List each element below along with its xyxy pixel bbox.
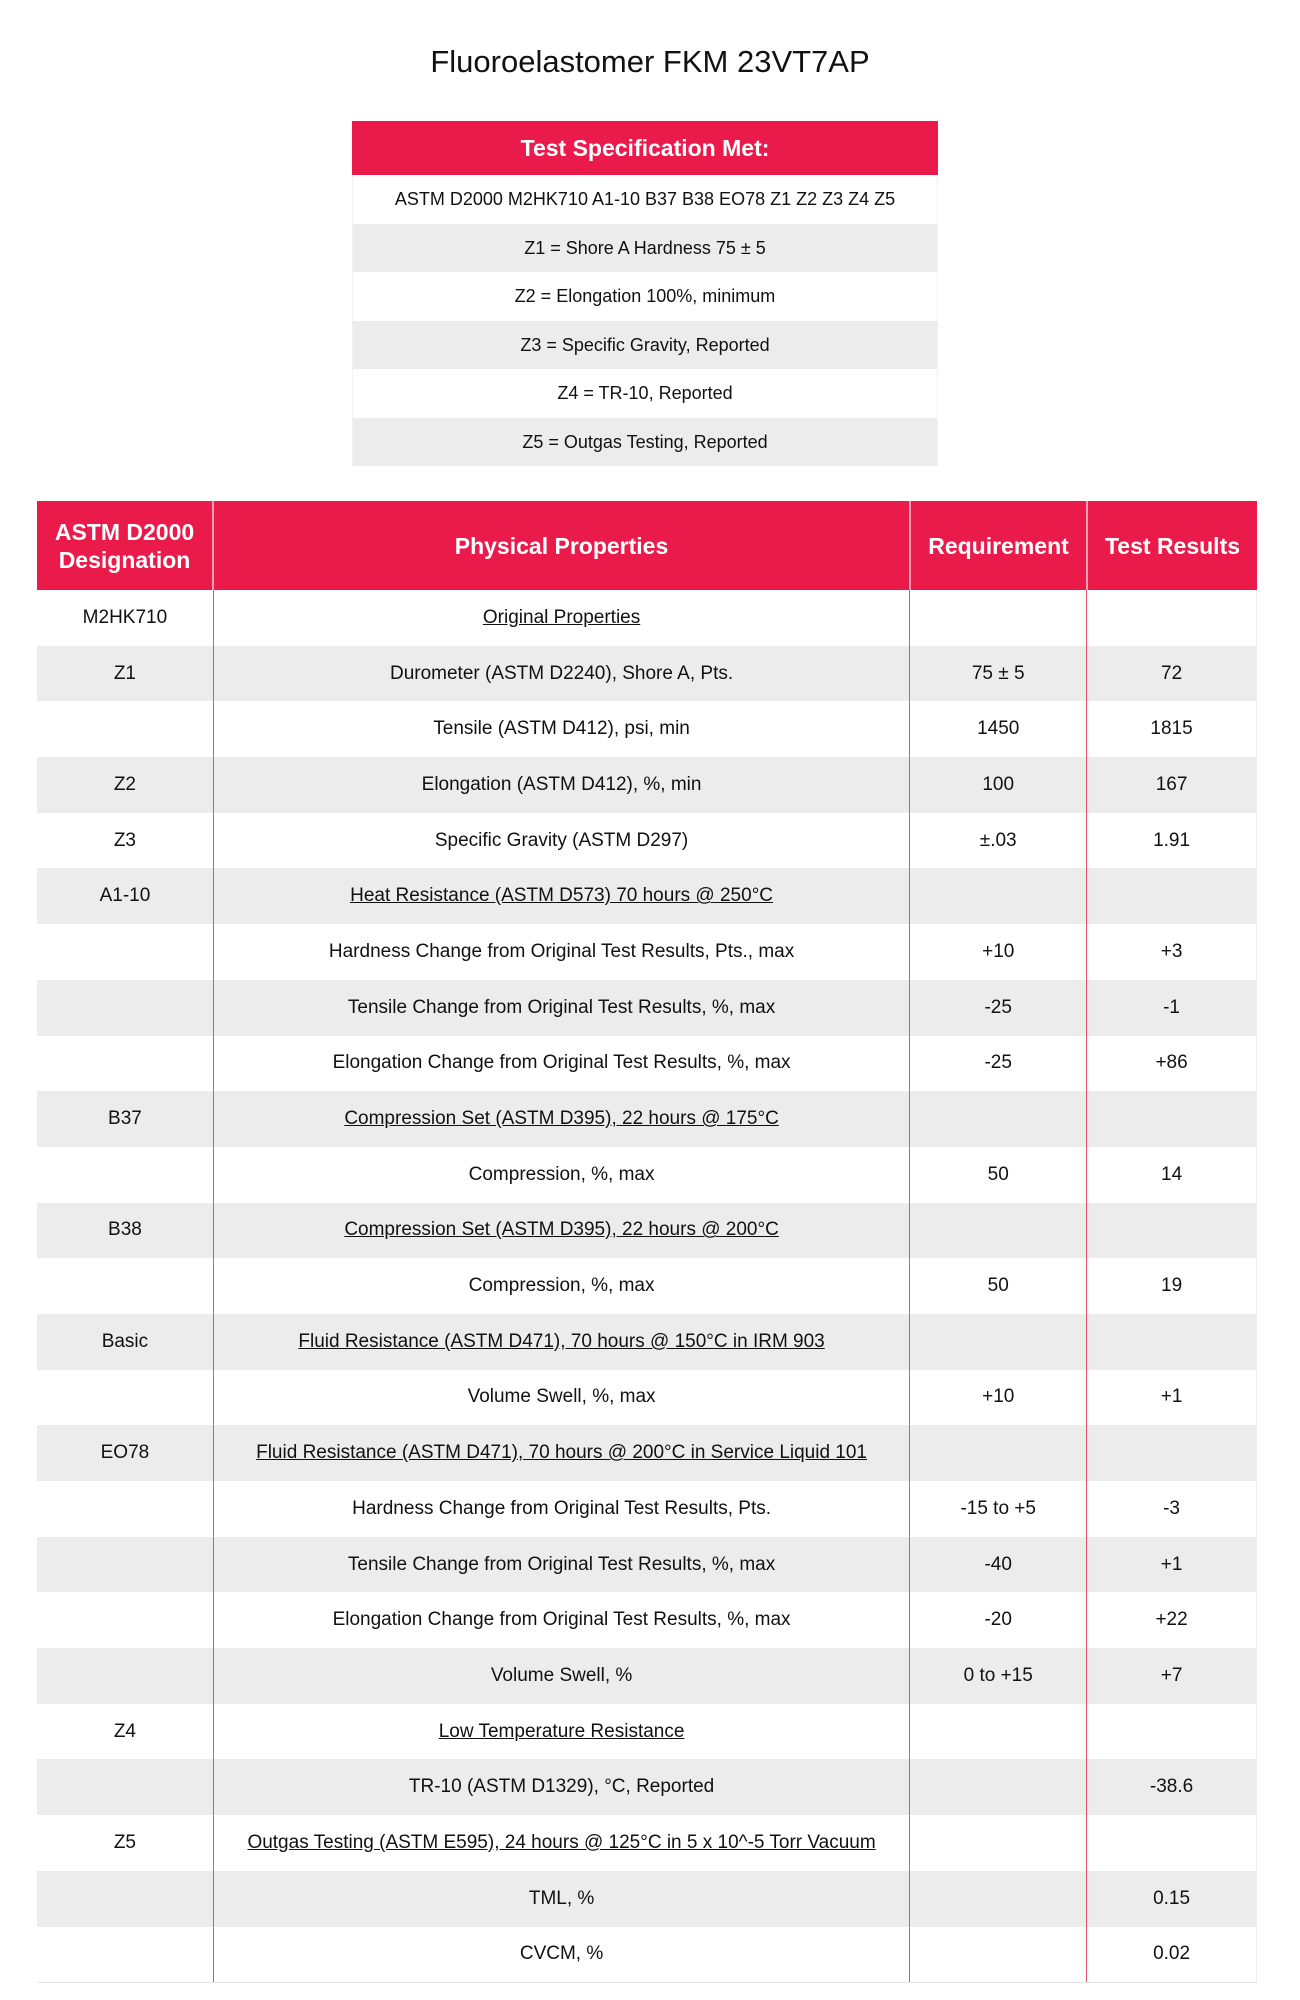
table-body: [37, 590, 1257, 1982]
physical-properties-table: [37, 501, 1257, 1983]
requirement-cell: [910, 924, 1087, 980]
spec-row: ASTM D2000 M2HK710 A1-10 B37 B38 EO78 Z1 Z2 Z3 Z4 Z5: [352, 175, 938, 224]
requirement-cell: [910, 1203, 1087, 1259]
table-row: [37, 1481, 1257, 1537]
property-cell-text: CVCM, %: [519, 1943, 604, 1965]
property-cell: [214, 1481, 910, 1537]
designation-cell: [37, 1537, 214, 1593]
property-cell: [214, 1314, 910, 1370]
designation-cell: [37, 980, 214, 1036]
property-cell-text: Fluid Resistance (ASTM D471), 70 hours @ 200°C in Service Liquid 101: [256, 1442, 868, 1464]
designation-cell-text: A1-10: [99, 885, 151, 907]
result-cell-text: 1.91: [1153, 829, 1191, 851]
table-row: [37, 701, 1257, 757]
property-cell: [214, 813, 910, 869]
spec-rows: [352, 175, 938, 466]
property-cell: [214, 1815, 910, 1871]
table-row: [37, 1871, 1257, 1927]
requirement-cell-text: ±.03: [979, 829, 1017, 851]
header-physical-properties: Physical Properties: [214, 501, 911, 590]
result-cell-text: +1: [1160, 1553, 1183, 1575]
property-cell-text: Volume Swell, %: [490, 1664, 633, 1686]
designation-cell-text: B38: [108, 1219, 142, 1241]
requirement-cell: [910, 980, 1087, 1036]
result-cell: [1087, 1481, 1256, 1537]
property-cell: [214, 1648, 910, 1704]
property-cell-text: Hardness Change from Original Test Results, Pts., max: [328, 940, 795, 962]
requirement-cell: [910, 868, 1087, 924]
designation-cell: [37, 1704, 214, 1760]
property-cell-text: Durometer (ASTM D2240), Shore A, Pts.: [389, 662, 734, 684]
property-cell: [214, 757, 910, 813]
requirement-cell: [910, 1871, 1087, 1927]
designation-cell-text: Z5: [113, 1831, 137, 1853]
requirement-cell: [910, 1704, 1087, 1760]
designation-cell: [37, 1314, 214, 1370]
table-row: [37, 868, 1257, 924]
designation-cell: [37, 1425, 214, 1481]
designation-cell: [37, 1147, 214, 1203]
result-cell-text: +1: [1160, 1386, 1183, 1408]
result-cell-text: +86: [1155, 1052, 1188, 1074]
designation-cell: [37, 1927, 214, 1983]
designation-cell: [37, 590, 214, 646]
designation-cell: [37, 1871, 214, 1927]
result-cell: [1087, 1648, 1256, 1704]
property-cell-text: Fluid Resistance (ASTM D471), 70 hours @ 150°C in IRM 903: [298, 1330, 825, 1352]
property-cell: [214, 1759, 910, 1815]
designation-cell: [37, 1091, 214, 1147]
designation-cell: [37, 701, 214, 757]
property-cell-text: Compression Set (ASTM D395), 22 hours @ 175°C: [344, 1108, 779, 1130]
designation-cell: [37, 1648, 214, 1704]
designation-cell: [37, 868, 214, 924]
designation-cell-text: B37: [108, 1108, 142, 1130]
table-row: [37, 1815, 1257, 1871]
result-cell-text: 167: [1155, 773, 1188, 795]
requirement-cell: [910, 757, 1087, 813]
requirement-cell: [910, 1091, 1087, 1147]
property-cell-text: Compression, %, max: [468, 1163, 655, 1185]
requirement-cell: [910, 590, 1087, 646]
designation-cell: [37, 757, 214, 813]
property-cell: [214, 1370, 910, 1426]
table-row: [37, 1704, 1257, 1760]
test-specification-table: [352, 121, 938, 466]
result-cell: [1087, 1147, 1256, 1203]
header-test-results: Test Results: [1104, 532, 1241, 559]
property-cell: [214, 1036, 910, 1092]
designation-cell: [37, 924, 214, 980]
property-cell: [214, 1704, 910, 1760]
spec-row: Z2 = Elongation 100%, minimum: [352, 272, 938, 321]
property-cell-text: Tensile Change from Original Test Results, %, max: [347, 996, 776, 1018]
property-cell-text: Tensile Change from Original Test Results, %, max: [347, 1553, 776, 1575]
table-row: [37, 1592, 1257, 1648]
requirement-cell-text: 75 ± 5: [971, 662, 1025, 684]
designation-cell: [37, 1203, 214, 1259]
designation-cell-text: EO78: [100, 1442, 150, 1464]
requirement-cell: [910, 701, 1087, 757]
requirement-cell: [910, 1537, 1087, 1593]
requirement-cell-text: 1450: [977, 718, 1020, 740]
property-cell: [214, 1927, 910, 1983]
designation-cell: [37, 1481, 214, 1537]
designation-cell-text: Z4: [113, 1720, 137, 1742]
requirement-cell-text: 50: [987, 1275, 1009, 1297]
requirement-cell: [910, 646, 1087, 702]
property-cell: [214, 980, 910, 1036]
table-row: [37, 1759, 1257, 1815]
result-cell-text: -1: [1163, 996, 1181, 1018]
property-cell: [214, 1592, 910, 1648]
requirement-cell-text: 50: [987, 1163, 1009, 1185]
result-cell-text: +3: [1160, 940, 1183, 962]
table-bottom-border: [37, 1982, 1257, 1983]
property-cell: [214, 1147, 910, 1203]
property-cell: [214, 590, 910, 646]
table-row: [37, 1370, 1257, 1426]
property-cell-text: TR-10 (ASTM D1329), °C, Reported: [408, 1776, 715, 1798]
result-cell: [1087, 924, 1256, 980]
table-row: [37, 1258, 1257, 1314]
property-cell-text: Volume Swell, %, max: [467, 1386, 656, 1408]
result-cell: [1087, 757, 1256, 813]
requirement-cell-text: -40: [984, 1553, 1012, 1575]
result-cell: [1087, 1425, 1256, 1481]
requirement-cell-text: +10: [982, 940, 1015, 962]
result-cell: [1087, 1704, 1256, 1760]
spec-row: Z5 = Outgas Testing, Reported: [352, 418, 938, 467]
result-cell: [1087, 1871, 1256, 1927]
requirement-cell: [910, 1815, 1087, 1871]
designation-cell: [37, 813, 214, 869]
table-row: [37, 924, 1257, 980]
requirement-cell: [910, 1370, 1087, 1426]
requirement-cell-text: -25: [984, 1052, 1012, 1074]
property-cell-text: Original Properties: [482, 606, 641, 628]
requirement-cell-text: 100: [982, 773, 1015, 795]
requirement-cell: [910, 1258, 1087, 1314]
table-row: [37, 813, 1257, 869]
designation-cell-text: Z2: [113, 773, 137, 795]
result-cell: [1087, 1927, 1256, 1983]
result-cell: [1087, 813, 1256, 869]
table-header-row: [37, 501, 1257, 590]
designation-cell-text: Basic: [101, 1330, 149, 1352]
property-cell-text: Outgas Testing (ASTM E595), 24 hours @ 125°C in 5 x 10^-5 Torr Vacuum: [247, 1831, 876, 1853]
result-cell: [1087, 868, 1256, 924]
designation-cell: [37, 1036, 214, 1092]
header-requirement: Requirement: [911, 501, 1088, 590]
requirement-cell: [910, 1147, 1087, 1203]
property-cell: [214, 1425, 910, 1481]
requirement-cell-text: -20: [984, 1609, 1012, 1631]
table-row: [37, 1425, 1257, 1481]
table-row: [37, 1314, 1257, 1370]
property-cell-text: Elongation (ASTM D412), %, min: [421, 773, 702, 795]
result-cell: [1087, 1370, 1256, 1426]
result-cell: [1087, 1592, 1256, 1648]
table-row: [37, 1648, 1257, 1704]
designation-cell: [37, 1258, 214, 1314]
property-cell: [214, 1091, 910, 1147]
table-row: [37, 980, 1257, 1036]
property-cell: [214, 1258, 910, 1314]
table-row: [37, 1537, 1257, 1593]
result-cell: [1087, 590, 1256, 646]
table-row: [37, 1927, 1257, 1983]
table-row: [37, 1203, 1257, 1259]
result-cell: [1087, 1815, 1256, 1871]
designation-cell-text: Z3: [113, 829, 137, 851]
table-row: [37, 1147, 1257, 1203]
result-cell-text: 14: [1161, 1163, 1183, 1185]
result-cell-text: 19: [1161, 1275, 1183, 1297]
result-cell-text: +22: [1155, 1609, 1188, 1631]
property-cell-text: Compression Set (ASTM D395), 22 hours @ 200°C: [344, 1219, 779, 1241]
result-cell: [1087, 1314, 1256, 1370]
result-cell: [1087, 701, 1256, 757]
result-cell-text: -38.6: [1149, 1776, 1194, 1798]
property-cell: [214, 1871, 910, 1927]
result-cell-text: +7: [1160, 1664, 1183, 1686]
property-cell-text: Elongation Change from Original Test Results, %, max: [332, 1609, 791, 1631]
table-row: [37, 757, 1257, 813]
result-cell: [1087, 646, 1256, 702]
table-row: [37, 1036, 1257, 1092]
result-cell: [1087, 1258, 1256, 1314]
requirement-cell: [910, 1648, 1087, 1704]
property-cell: [214, 924, 910, 980]
property-cell-text: TML, %: [528, 1887, 595, 1909]
property-cell-text: Elongation Change from Original Test Results, %, max: [332, 1052, 791, 1074]
spec-row: Z3 = Specific Gravity, Reported: [352, 321, 938, 370]
spec-row: Z4 = TR-10, Reported: [352, 369, 938, 418]
property-cell-text: Specific Gravity (ASTM D297): [434, 829, 689, 851]
requirement-cell-text: +10: [982, 1386, 1015, 1408]
result-cell-text: -3: [1163, 1497, 1181, 1519]
requirement-cell-text: -15 to +5: [960, 1497, 1036, 1519]
result-cell: [1087, 1036, 1256, 1092]
property-cell: [214, 1537, 910, 1593]
designation-cell: [37, 646, 214, 702]
designation-cell-text: M2HK710: [82, 606, 168, 628]
result-cell-text: 1815: [1150, 718, 1193, 740]
requirement-cell: [910, 1927, 1087, 1983]
result-cell: [1087, 1759, 1256, 1815]
header-designation: ASTM D2000 Designation: [37, 501, 214, 590]
requirement-cell: [910, 1425, 1087, 1481]
designation-cell: [37, 1370, 214, 1426]
designation-cell-text: Z1: [113, 662, 137, 684]
designation-cell: [37, 1592, 214, 1648]
property-cell-text: Hardness Change from Original Test Results, Pts.: [352, 1497, 772, 1519]
table-row: [37, 590, 1257, 646]
result-cell-text: 0.02: [1153, 1943, 1191, 1965]
property-cell-text: Heat Resistance (ASTM D573) 70 hours @ 250°C: [350, 885, 774, 907]
table-row: [37, 1091, 1257, 1147]
requirement-cell: [910, 1481, 1087, 1537]
property-cell: [214, 868, 910, 924]
spec-header: Test Specification Met:: [352, 121, 938, 175]
requirement-cell: [910, 1036, 1087, 1092]
property-cell: [214, 1203, 910, 1259]
result-cell: [1087, 980, 1256, 1036]
property-cell-text: Low Temperature Resistance: [438, 1720, 685, 1742]
requirement-cell: [910, 1759, 1087, 1815]
designation-cell: [37, 1815, 214, 1871]
result-cell: [1087, 1537, 1256, 1593]
designation-cell: [37, 1759, 214, 1815]
property-cell-text: Tensile (ASTM D412), psi, min: [433, 718, 690, 740]
property-cell: [214, 701, 910, 757]
result-cell: [1087, 1203, 1256, 1259]
requirement-cell: [910, 1592, 1087, 1648]
page-title: Fluoroelastomer FKM 23VT7AP: [430, 44, 870, 79]
spec-row: Z1 = Shore A Hardness 75 ± 5: [352, 224, 938, 273]
table-row: [37, 646, 1257, 702]
property-cell: [214, 646, 910, 702]
result-cell-text: 72: [1161, 662, 1183, 684]
property-cell-text: Compression, %, max: [468, 1275, 655, 1297]
requirement-cell-text: -25: [984, 996, 1012, 1018]
requirement-cell: [910, 1314, 1087, 1370]
result-cell: [1087, 1091, 1256, 1147]
result-cell-text: 0.15: [1153, 1887, 1191, 1909]
requirement-cell-text: 0 to +15: [963, 1664, 1033, 1686]
requirement-cell: [910, 813, 1087, 869]
